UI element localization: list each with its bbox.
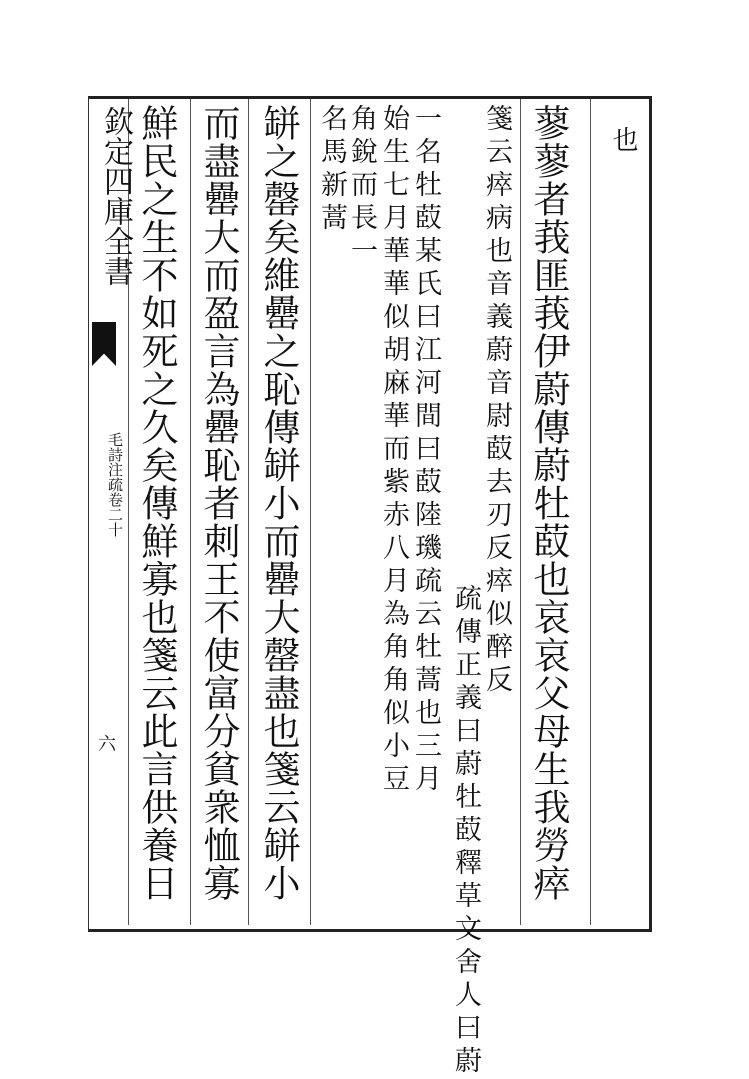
column-divider: [190, 99, 191, 925]
text-column-main: 缾之罄矣維罍之恥傳缾小而罍大罄盡也箋云缾小: [257, 104, 300, 902]
text-column-commentary: 箋云瘁病也音義蔚音尉菣去刃反瘁似醉反: [481, 104, 512, 698]
page-number: 六: [98, 734, 116, 755]
column-divider: [310, 99, 311, 925]
volume-number: 卷二十: [106, 492, 124, 537]
text-column-continuation: 也: [608, 126, 638, 152]
book-title: 欽定四庫全書: [98, 106, 133, 286]
text-column-commentary: 名馬新蒿: [316, 104, 347, 236]
text-column-main: 鮮民之生不如死之久矣傳鮮寡也箋云此言供養日: [135, 104, 178, 902]
text-column-commentary: 一名牡菣某氏曰江河間曰菣陸璣疏云牡蒿也三月: [410, 104, 441, 797]
text-column-commentary: 始生七月華華似胡麻華而紫赤八月為角角似小豆: [378, 104, 409, 797]
section-title: [92, 432, 122, 552]
text-column-commentary: 角銳而長一: [346, 104, 377, 269]
column-divider: [248, 99, 249, 925]
column-divider: [590, 99, 591, 925]
section-name: 毛詩注疏: [106, 432, 124, 492]
text-column-main: 而盡罍大而盈言為罍恥者刺王不使富分貧衆恤寡: [197, 104, 240, 902]
text-column-commentary: 疏傳正義曰蔚牡菣釋草文舍人曰蔚: [450, 584, 481, 1079]
column-divider: [520, 99, 521, 925]
text-column-main: 蓼蓼者莪匪莪伊蔚傳蔚牡菣也哀哀父母生我勞瘁: [527, 104, 570, 902]
